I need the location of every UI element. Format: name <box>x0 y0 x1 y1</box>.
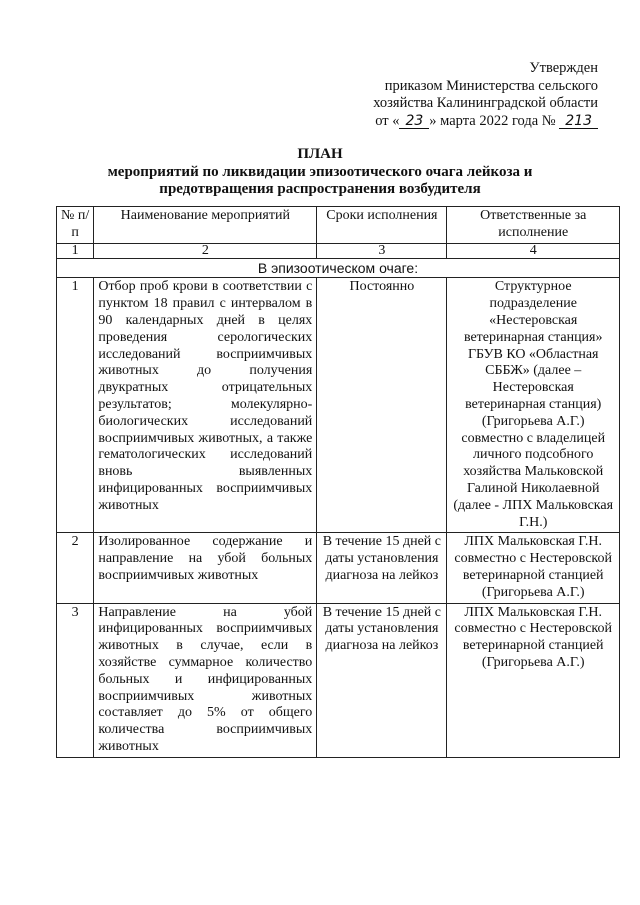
handwritten-day: 23 <box>399 114 429 129</box>
column-index: 2 <box>94 243 317 258</box>
row-measure: Изолированное содержание и направление на убой больных восприимчивых животных <box>94 533 317 603</box>
row-deadline: Постоянно <box>317 278 447 533</box>
column-index: 4 <box>447 243 620 258</box>
row-measure: Отбор проб крови в соответствии с пунктом 18 правил с интервалом в 90 календарных дней в целях проведения серологических исследований восприимчивых животных до получения двукратных отрицательных результатов; молекулярно-биологических исследований восприимчивых животных, а также гематологических исследований вновь выявленных инфицированных восприимчивых животных <box>94 278 317 533</box>
row-responsible: Структурное подразделение «Нестеровская ветеринарная станция» ГБУВ КО «Областная СББЖ» (далее – Нестеровская ветеринарная станция) (Григорьева А.Г.) совместно с владелицей личного подсобного хозяйства Мальковской Галиной Николаевной (далее - ЛПХ Мальковская Г.Н.) <box>447 278 620 533</box>
row-responsible: ЛПХ Мальковская Г.Н. совместно с Нестеровской ветеринарной станцией (Григорьева А.Г.) <box>447 533 620 603</box>
title-subtitle-1: мероприятий по ликвидации эпизоотического очага лейкоза и <box>107 163 533 180</box>
header-measure: Наименование мероприятий <box>94 207 317 244</box>
row-number: 2 <box>57 533 94 603</box>
approval-date-line <box>373 113 598 131</box>
approval-line-approved: Утвержден <box>529 60 598 76</box>
section-row <box>57 258 620 278</box>
date-prefix: от « <box>375 112 400 129</box>
document-title <box>0 146 640 199</box>
column-index-row <box>57 243 620 258</box>
date-middle: » марта 2022 года № <box>429 112 556 129</box>
title-subtitle-2: предотвращения распространения возбудителя <box>159 181 481 197</box>
header-number: № п/п <box>57 207 94 244</box>
handwritten-order-number: 213 <box>559 114 598 129</box>
row-responsible: ЛПХ Мальковская Г.Н. совместно с Нестеровской ветеринарной станцией (Григорьева А.Г.) <box>447 603 620 757</box>
header-deadline: Сроки исполнения <box>317 207 447 244</box>
header-responsible: Ответственные за исполнение <box>447 207 620 244</box>
row-measure: Направление на убой инфицированных восприимчивых животных в случае, если в хозяйстве суммарное количество больных и инфицированных восприимчивых животных составляет до 5% от общего количества восприимчивых животных <box>94 603 317 757</box>
approval-line-ministry: хозяйства Калининградской области <box>373 95 598 111</box>
table-row <box>57 533 620 603</box>
table-header-row <box>57 207 620 244</box>
row-deadline: В течение 15 дней с даты установления диагноза на лейкоз <box>317 603 447 757</box>
row-number: 1 <box>57 278 94 533</box>
approval-line-order: приказом Министерства сельского <box>384 77 598 94</box>
column-index: 1 <box>57 243 94 258</box>
row-number: 3 <box>57 603 94 757</box>
section-title: В эпизоотическом очаге: <box>57 258 620 278</box>
column-index: 3 <box>317 243 447 258</box>
measures-table <box>56 206 620 758</box>
title-plan: ПЛАН <box>297 146 343 162</box>
table-row <box>57 603 620 757</box>
approval-block <box>373 60 598 130</box>
table-row <box>57 278 620 533</box>
row-deadline: В течение 15 дней с даты установления диагноза на лейкоз <box>317 533 447 603</box>
